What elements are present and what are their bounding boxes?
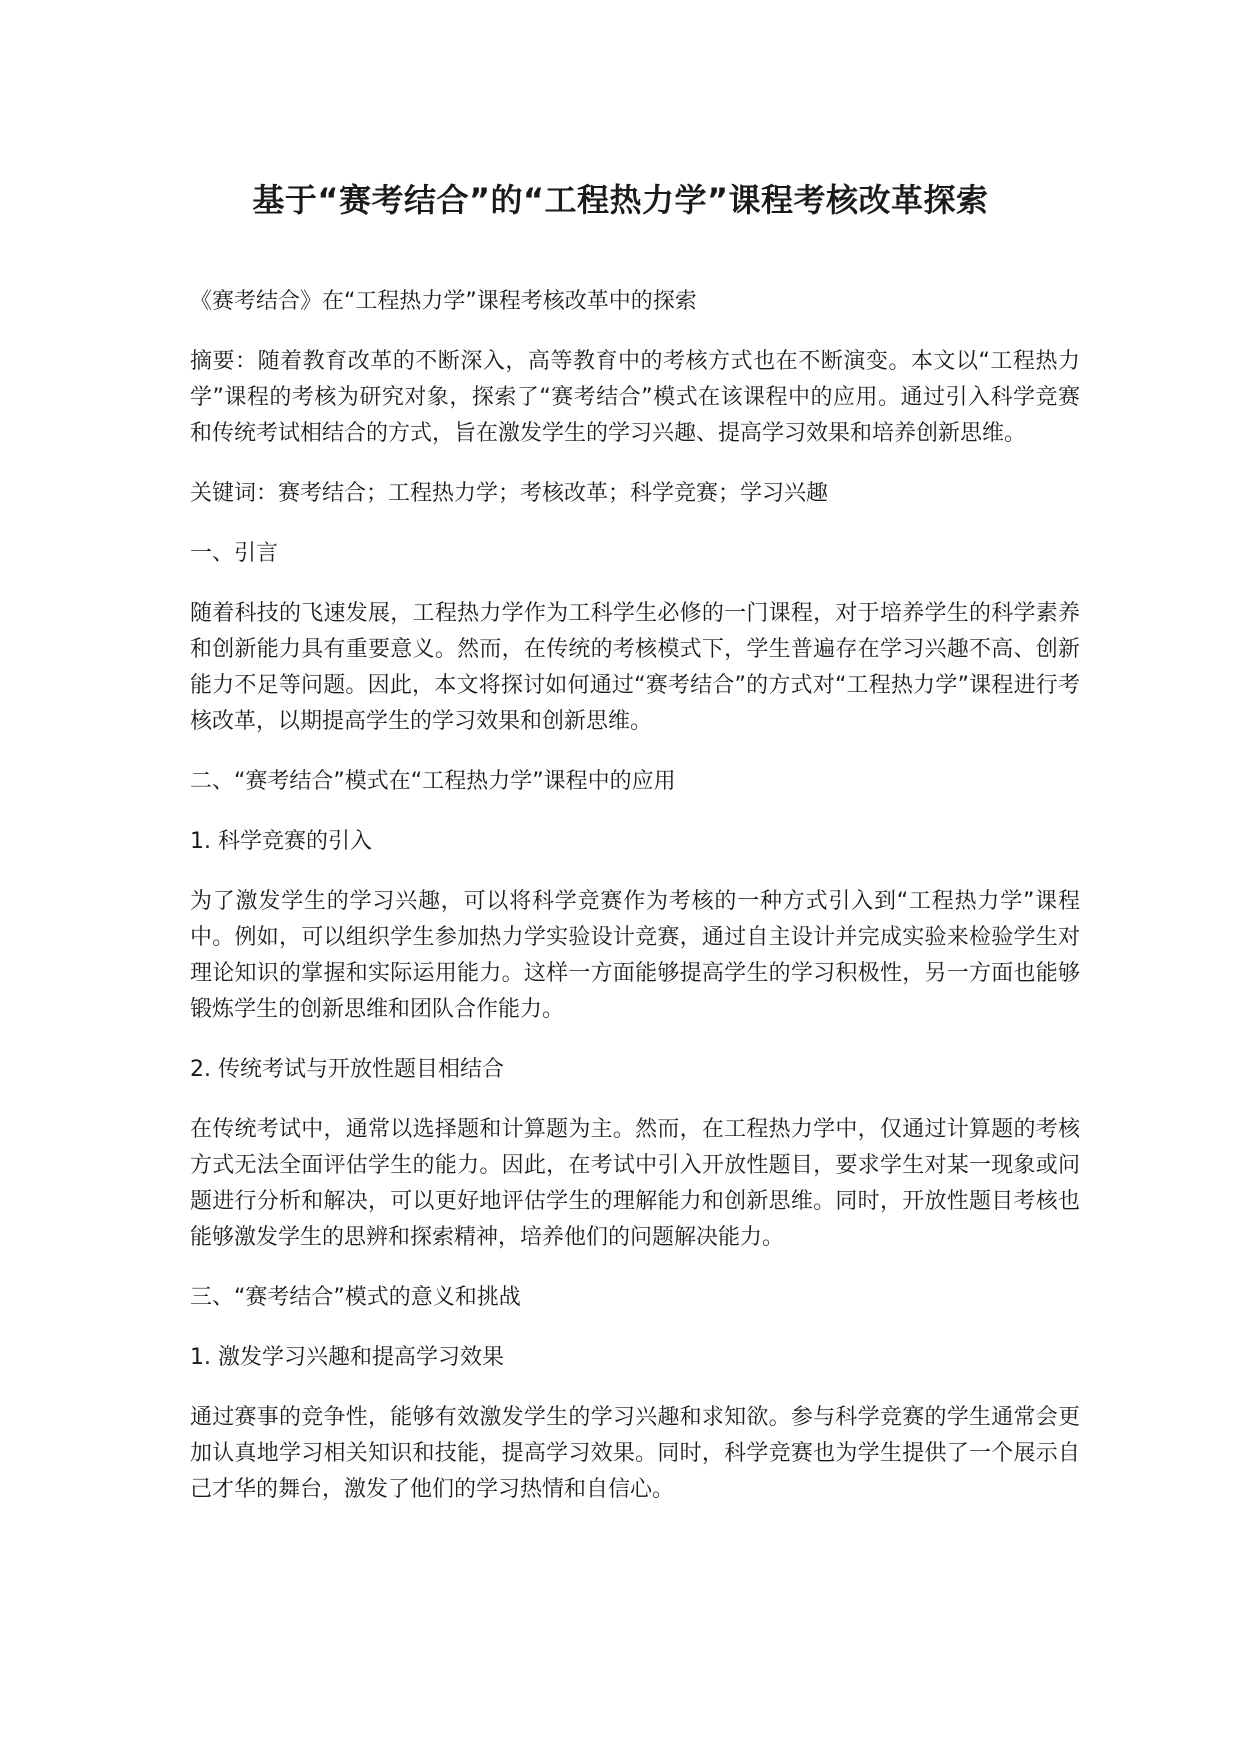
subsection-text-interest: 通过赛事的竞争性，能够有效激发学生的学习兴趣和求知欲。参与科学竞赛的学生通常会更加认真地学习相关知识和技能，提高学习效果。同时，科学竞赛也为学生提供了一个展示自己才华的舞台，激发了他们的学习热情和自信心。	[190, 1405, 1080, 1502]
abstract: 摘要：随着教育改革的不断深入，高等教育中的考核方式也在不断演变。本文以“工程热力学”课程的考核为研究对象，探索了“赛考结合”模式在该课程中的应用。通过引入科学竞赛和传统考试相结合的方式，旨在激发学生的学习兴趣、提高学习效果和培养创新思维。	[190, 349, 1080, 446]
section-heading-application: 二、“赛考结合”模式在“工程热力学”课程中的应用	[190, 769, 676, 794]
subtitle: 《赛考结合》在“工程热力学”课程考核改革中的探索	[190, 289, 697, 314]
section-heading-significance: 三、“赛考结合”模式的意义和挑战	[190, 1285, 521, 1310]
section-heading-introduction: 一、引言	[190, 541, 279, 566]
keywords: 关键词：赛考结合；工程热力学；考核改革；科学竞赛；学习兴趣	[190, 481, 829, 506]
subsection-text-competition: 为了激发学生的学习兴趣，可以将科学竞赛作为考核的一种方式引入到“工程热力学”课程中。例如，可以组织学生参加热力学实验设计竞赛，通过自主设计并完成实验来检验学生对理论知识的掌握和实际运用能力。这样一方面能够提高学生的学习积极性，另一方面也能够锻炼学生的创新思维和团队合作能力。	[190, 889, 1080, 1022]
subsection-heading-interest: 1. 激发学习兴趣和提高学习效果	[190, 1345, 504, 1370]
document-title: 基于“赛考结合”的“工程热力学”课程考核改革探索	[252, 181, 989, 219]
subsection-heading-exam: 2. 传统考试与开放性题目相结合	[190, 1057, 504, 1082]
document-body	[190, 284, 1080, 1532]
section-text-introduction: 随着科技的飞速发展，工程热力学作为工科学生必修的一门课程，对于培养学生的科学素养和创新能力具有重要意义。然而，在传统的考核模式下，学生普遍存在学习兴趣不高、创新能力不足等问题。因此，本文将探讨如何通过“赛考结合”的方式对“工程热力学”课程进行考核改革，以期提高学生的学习效果和创新思维。	[190, 601, 1080, 734]
subsection-heading-competition: 1. 科学竞赛的引入	[190, 829, 372, 854]
subsection-text-exam: 在传统考试中，通常以选择题和计算题为主。然而，在工程热力学中，仅通过计算题的考核方式无法全面评估学生的能力。因此，在考试中引入开放性题目，要求学生对某一现象或问题进行分析和解决，可以更好地评估学生的理解能力和创新思维。同时，开放性题目考核也能够激发学生的思辨和探索精神，培养他们的问题解决能力。	[190, 1117, 1080, 1250]
